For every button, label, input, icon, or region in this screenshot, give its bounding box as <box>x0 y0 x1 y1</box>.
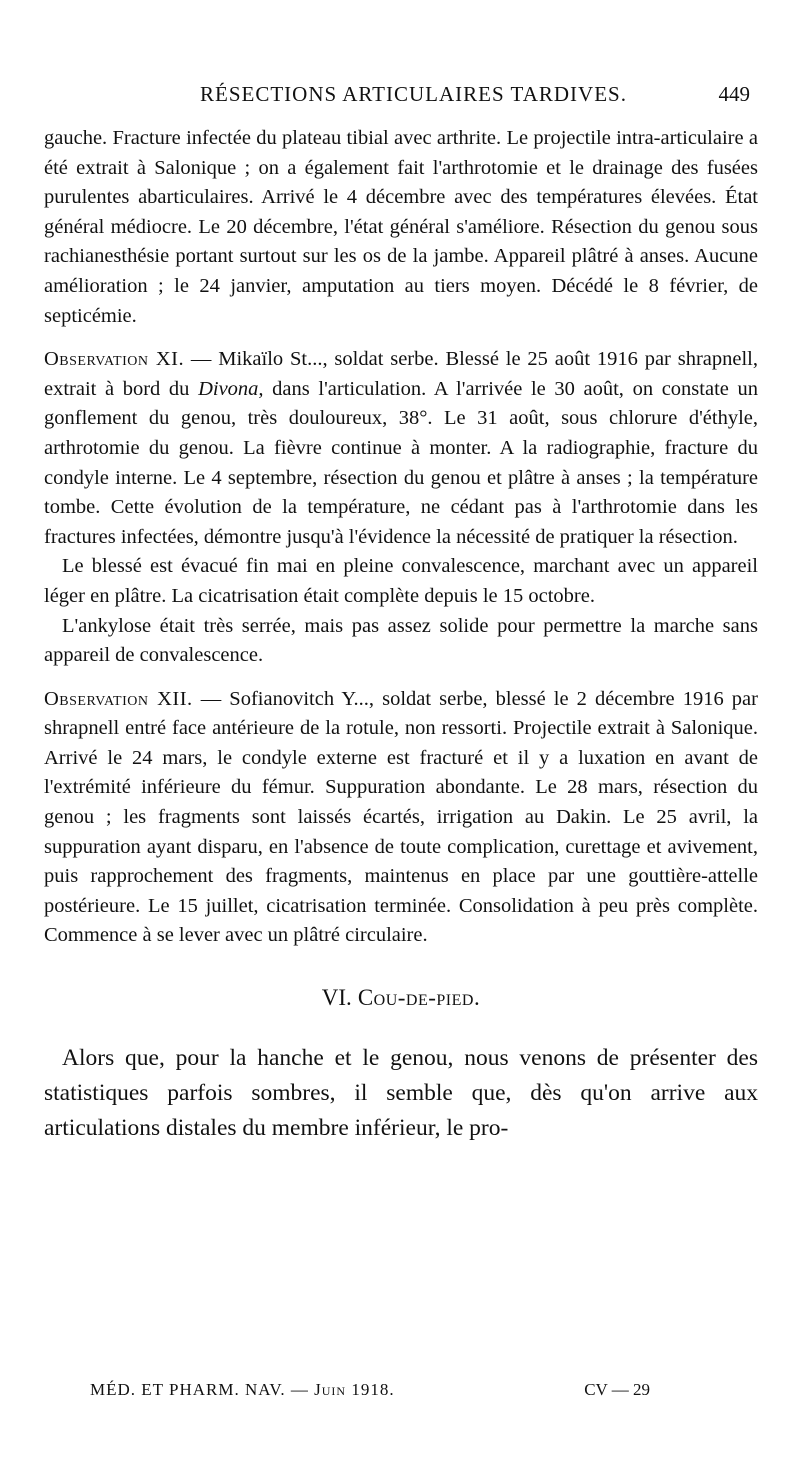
page-number: 449 <box>718 82 750 106</box>
section-intro-paragraph: Alors que, pour la hanche et le genou, nous venons de présenter des statistiques parfois sombres, il semble que, dès qu'on arrive aux articulations distales du membre inférieur, le pro- <box>44 1045 758 1142</box>
ship-name: Divona, <box>198 377 264 400</box>
paragraph-continuation: gauche. Fracture infectée du plateau tibial avec arthrite. Le projectile intra-articulaire a été extrait à Salonique ; on a également fait l'arthrotomie et le drainage des fusées purulentes abarticulaires. Arrivé le 4 décembre avec des températures élevées. État général médiocre. Le 20 décembre, l'état général s'améliore. Résection du genou sous rachianesthésie portant surtout sur les os de la jambe. Appareil plâtré à anses. Aucune amélioration ; le 24 janvier, amputation au tiers moyen. Décédé le 8 février, de septicémie. <box>44 127 758 327</box>
footer-journal: MÉD. ET PHARM. NAV. — Juin 1918. <box>90 1380 395 1399</box>
observation-xi-ankylose: L'ankylose était très serrée, mais pas assez solide pour permettre la marche sans appareil de convalescence. <box>44 614 758 667</box>
observation-xi-text-b: dans l'articulation. A l'arrivée le 30 août, on constate un gonflement du genou, très douloureux, 38°. Le 31 août, sous chlorure d'éthyle, arthrotomie du genou. La fièvre continue à monter. A la radiographie, fracture du condyle interne. Le 4 septembre, résection du genou et plâtre à anses ; la température tombe. Cette évolution de la température, ne cédant pas à l'arthrotomie dans les fractures infectées, démontre jusqu'à l'évidence la nécessité de pratiquer la résection. <box>44 377 758 548</box>
section-title: Cou-de-pied. <box>357 985 481 1011</box>
observation-xi-label: Observation XI. <box>44 348 185 371</box>
footer-signature: CV — 29 <box>584 1380 650 1399</box>
observation-xi-followup: Le blessé est évacué fin mai en pleine convalescence, marchant avec un appareil léger en plâtre. La cicatrisation était complète depuis le 15 octobre. <box>44 555 758 607</box>
observation-xii-label: Observation XII. <box>44 687 193 710</box>
section-number: VI. <box>321 985 352 1011</box>
observation-xi-text-a: — Mikaïlo St..., soldat serbe. Blessé le 25 août 1916 par shrapnell, extrait à bord du <box>44 348 758 400</box>
page-header <box>0 82 800 112</box>
running-title: RÉSECTIONS ARTICULAIRES TARDIVES. <box>200 82 627 106</box>
section-heading <box>44 985 758 1011</box>
page-footer <box>90 1380 650 1406</box>
observation-xii <box>44 685 758 951</box>
observation-xii-text: — Sofianovitch Y..., soldat serbe, blessé le 2 décembre 1916 par shrapnell entré face antérieure de la rotule, non ressorti. Projectile extrait à Salonique. Arrivé le 24 mars, le condyle externe est fracturé et il y a luxation en avant de l'extrémité inférieure du fémur. Suppuration abondante. Le 28 mars, résection du genou ; les fragments sont laissés écartés, irrigation au Dakin. Le 25 avril, la suppuration ayant disparu, en l'absence de toute complication, curettage et avivement, puis rapprochement des fragments, maintenus en place par une gouttière-attelle postérieure. Le 15 juillet, cicatrisation terminée. Consolidation à peu près complète. Commence à se lever avec un plâtré circulaire. <box>44 687 758 947</box>
page-body <box>44 124 758 1146</box>
observation-xi <box>44 345 758 552</box>
